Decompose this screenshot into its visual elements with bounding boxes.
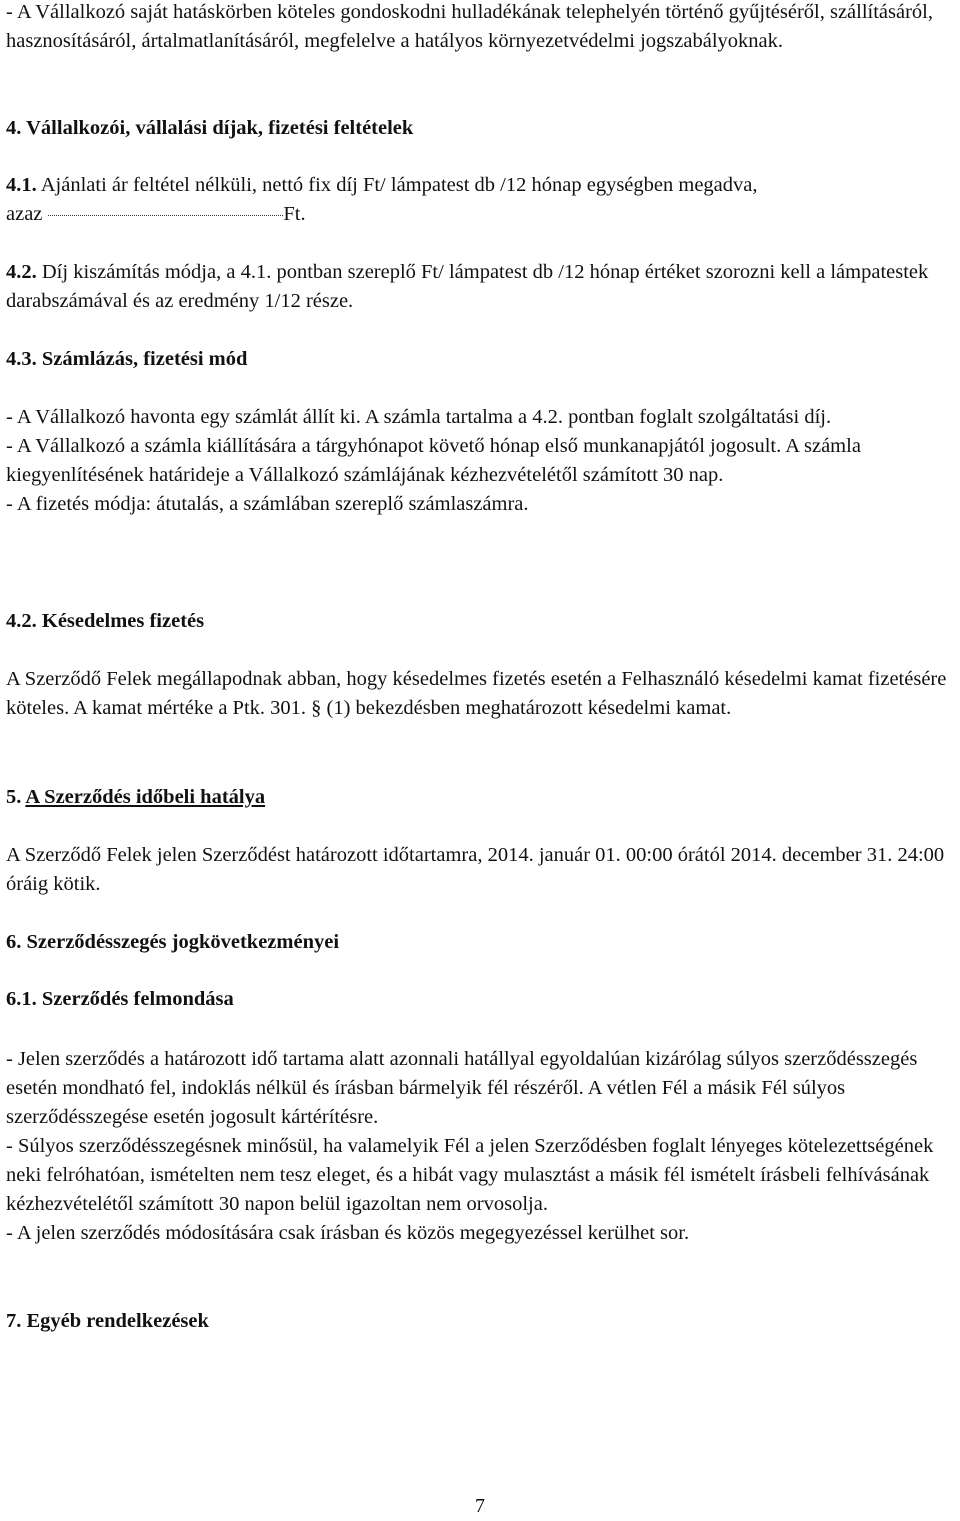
section-4-1 [6,171,956,229]
page-number: 7 [475,1495,485,1517]
amount-blank [48,215,283,216]
section-6-1-heading: 6.1. Szerződés felmondása [6,988,234,1010]
termination-item: - Súlyos szerződésszegésnek minősül, ha valamelyik Fél a jelen Szerződésben foglalt lényeges kötelezettségének neki felróhatóan, ismételten nem tesz eleget, és a hibát vagy mulasztást a másik fél ismételt írásbeli felhívásának kézhezvételétől számított 30 napon belül igazoltan nem orvosolja. [6,1135,934,1215]
late-payment-heading: 4.2. Késedelmes fizetés [6,610,205,632]
billing-item: - A Vállalkozó a számla kiállítására a tárgyhónapot követő hónap első munkanapjától jogosult. A számla kiegyenlítésének határideje a Vállalkozó számlájának kézhezvételétől számított 30 nap. [6,435,861,486]
section-4-1-text: Ajánlati ár feltétel nélküli, nettó fix díj Ft/ lámpatest db /12 hónap egységben megadva, [40,174,758,196]
section-4-3-body [6,403,956,519]
intro-paragraph: - A Vállalkozó saját hatáskörben köteles gondoskodni hulladékának telephelyén történő gyűjtéséről, szállításáról, hasznosításáról, ártalmatlanításáról, megfelelve a hatályos környezetvédelmi jogszabályoknak. [6,1,933,52]
billing-item: - A fizetés módja: átutalás, a számlában szereplő számlaszámra. [6,493,529,515]
section-4-heading: 4. Vállalkozói, vállalási díjak, fizetési feltételek [6,117,414,139]
late-payment-body: A Szerződő Felek megállapodnak abban, hogy késedelmes fizetés esetén a Felhasználó késedelmi kamat fizetésére köteles. A kamat mértéke a Ptk. 301. § (1) bekezdésben meghatározott késedelmi kamat. [6,668,947,719]
section-5-body: A Szerződő Felek jelen Szerződést határozott időtartamra, 2014. január 01. 00:00 órától 2014. december 31. 24:00 óráig kötik. [6,844,945,895]
section-4-3-heading: 4.3. Számlázás, fizetési mód [6,348,248,370]
section-6-1-body [6,1045,956,1248]
termination-item: - Jelen szerződés a határozott idő tartama alatt azonnali hatállyal egyoldalúan kizárólag súlyos szerződésszegés esetén mondható fel, indoklás nélkül és írásban bármelyik fél részéről. A vétlen Fél a másik Fél súlyos szerződésszegése esetén jogosult kártérítésre. [6,1048,918,1128]
section-4-2 [6,258,956,316]
section-4-1-ft: Ft. [283,203,306,225]
section-7-heading: 7. Egyéb rendelkezések [6,1310,209,1332]
section-4-1-number: 4.1. [6,174,37,196]
section-5-heading: 5. A Szerződés időbeli hatálya [6,786,266,808]
termination-item: - A jelen szerződés módosítására csak írásban és közös megegyezéssel kerülhet sor. [6,1222,690,1244]
section-4-2-number: 4.2. [6,261,37,283]
section-4-1-azaz: azaz [6,203,43,225]
billing-item: - A Vállalkozó havonta egy számlát állít ki. A számla tartalma a 4.2. pontban foglalt szolgáltatási díj. [6,406,832,428]
section-4-2-text: Díj kiszámítás módja, a 4.1. pontban szereplő Ft/ lámpatest db /12 hónap értéket szorozni kell a lámpatestek darabszámával és az eredmény 1/12 része. [6,261,929,312]
section-6-heading: 6. Szerződésszegés jogkövetkezményei [6,931,340,953]
